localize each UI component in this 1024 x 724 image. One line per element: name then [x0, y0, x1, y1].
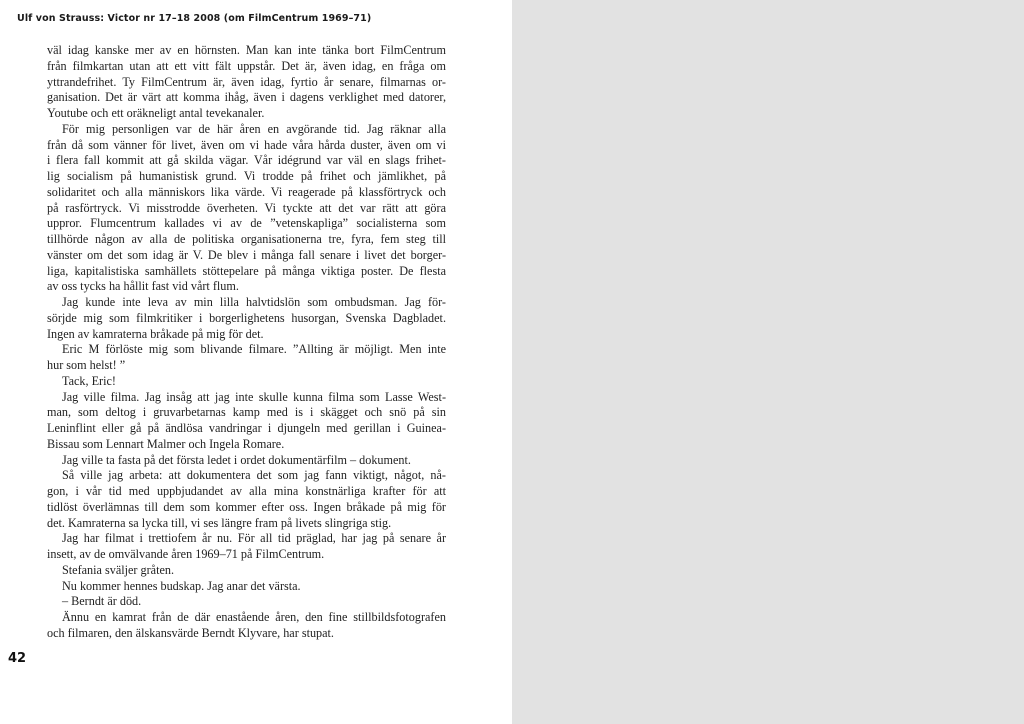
text-line: sörjde mig som filmkritiker i borgerlighetens husorgan, Svenska Dagbladet. [47, 310, 446, 325]
running-header: Ulf von Strauss: Victor nr 17–18 2008 (om FilmCentrum 1969–71) [17, 13, 372, 24]
text-line: från då som vänner för livet, även om vi hade våra hårda duster, även om vi [47, 137, 446, 152]
text-line: av oss tycks ha hållit fast vid vårt flum. [47, 279, 239, 294]
text-line: Ännu en kamrat från de där enastående åren, den fine stillbildsfotografen [62, 610, 446, 624]
text-line: det. Kamraterna sa lycka till, vi ses längre fram på livets slingriga stig. [47, 515, 392, 530]
text-line: Leninflint eller gå på ändlösa vandringar i djungeln med gerillan i Guinea- [47, 421, 446, 435]
text-line: – Berndt är död. [62, 594, 142, 609]
text-line: Jag har filmat i trettiofem år nu. För all tid präglad, har jag på senare år [62, 531, 446, 546]
page-number: 42 [8, 651, 27, 666]
text-line: ganisation. Det är värt att komma ihåg, även i dagens verklighet med datorer, [47, 90, 446, 105]
right-page-blank [512, 0, 1024, 724]
text-line: väl idag kanske mer av en hörnsten. Man kan inte tänka bort FilmCentrum [47, 43, 446, 57]
text-line: tillhörde någon av alla de politiska organisationerna tre, fyra, fem steg till [47, 232, 446, 246]
text-line: För mig personligen var de här åren en avgörande tid. Jag räknar alla [62, 121, 446, 136]
text-line: Nu kommer hennes budskap. Jag anar det värsta. [62, 578, 301, 593]
text-line: insett, av de omvälvande åren 1969–71 på FilmCentrum. [47, 547, 325, 561]
text-line: lig socialism på humanistisk grund. Vi trodde på frihet och jämlikhet, på [47, 169, 446, 183]
text-line: i flera fall kommit att gå skilda vägar. Vår idégrund var väl en slags frihet- [47, 153, 446, 168]
text-line: liga, kapitalistiska samhällets stöttepelare på många viktiga poster. De flesta [47, 263, 446, 278]
text-line: Tack, Eric! [62, 373, 116, 388]
text-line: yttrandefrihet. Ty FilmCentrum är, även idag, fyrtio år senare, filmarnas or- [47, 74, 446, 89]
text-line: från filmkartan utan att ett vitt fält uppstår. Det är, även idag, en fråga om [47, 58, 446, 73]
text-line: Jag ville filma. Jag insåg att jag inte skulle kunna filma som Lasse West- [62, 389, 446, 404]
text-line: tidlöst överlämnas till dem som kommer efter oss. Ingen bråkade på mig för [47, 499, 446, 514]
text-line: Stefania sväljer gråten. [62, 562, 175, 577]
text-line: gon, i vår tid med uppbjudandet av alla mina konstnärliga krafter för att [47, 484, 446, 498]
text-line: uppror. Flumcentrum kallades vi av de ”vetenskapliga” socialisterna som [47, 216, 446, 231]
text-line: Jag kunde inte leva av min lilla halvtidslön som ombudsman. Jag för- [62, 295, 446, 309]
text-line: Bissau som Lennart Malmer och Ingela Romare. [47, 436, 285, 451]
text-line: Eric M förlöste mig som blivande filmare. ”Allting är möjligt. Men inte [62, 342, 446, 357]
text-line: Youtube och ett oräkneligt antal tevekanaler. [47, 106, 265, 120]
text-line: Jag ville ta fasta på det första ledet i ordet dokumentärfilm – dokument. [62, 452, 411, 467]
text-line: Så ville jag arbeta: att dokumentera det som jag fann viktigt, något, nå- [62, 468, 446, 483]
text-line: solidaritet och alla människors lika värde. Vi reagerade på klassförtryck och [47, 184, 446, 199]
text-line: och filmaren, den älskansvärde Berndt Klyvare, har stupat. [47, 625, 334, 640]
text-line: på rasförtryck. Vi misstrodde överheten. Vi tyckte att det var rätt att göra [47, 200, 446, 215]
text-line: hur som helst! ” [47, 358, 126, 372]
body-text [47, 43, 446, 642]
text-line: man, som deltog i gruvarbetarnas kamp med is i skägget och snö på sin [47, 405, 446, 420]
text-line: Ingen av kamraterna bråkade på mig för det. [47, 326, 264, 341]
text-line: vänster om det som idag är V. De blev i många fall senare i livet det borger- [47, 247, 446, 262]
